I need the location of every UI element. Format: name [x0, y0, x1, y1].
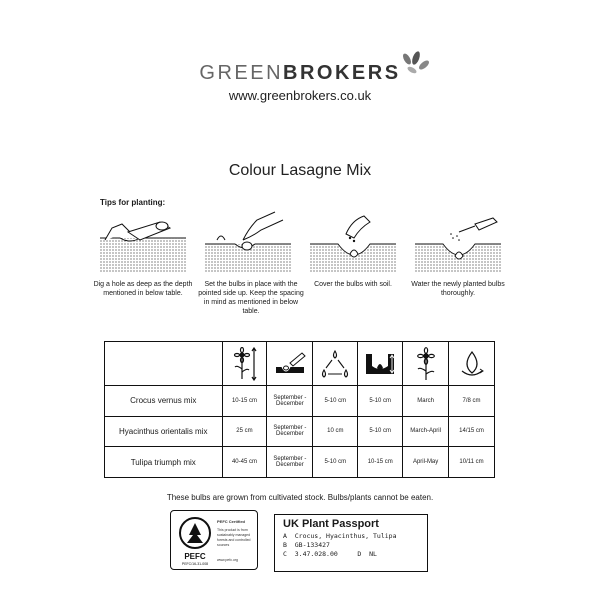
passport-title: UK Plant Passport	[283, 518, 379, 530]
planting-depth-icon	[364, 350, 396, 378]
step-caption-1: Dig a hole as deep as the depth mentioned in below table.	[93, 281, 193, 297]
brand-name-light: GREEN	[199, 62, 284, 84]
brand-logo	[199, 62, 400, 85]
plant-passport	[274, 514, 428, 572]
step-caption-3: Cover the bulbs with soil.	[314, 281, 392, 288]
row-height: 25 cm	[222, 416, 267, 447]
row-ph: 7/8 cm	[449, 386, 495, 417]
row-planting: September - December	[267, 447, 313, 478]
row-planting: September - December	[267, 416, 313, 447]
table-header-row	[105, 342, 495, 386]
table-row	[105, 416, 495, 447]
brand-name-bold: BROKERS	[283, 62, 401, 84]
row-ph: 10/11 cm	[449, 447, 495, 478]
header	[0, 62, 600, 103]
header-ph-cell	[449, 342, 495, 386]
ph-drop-icon	[458, 349, 486, 379]
watering-can-icon	[415, 210, 501, 272]
planting-time-icon	[272, 349, 308, 379]
row-name: Crocus vernus mix	[105, 386, 223, 417]
website-url[interactable]: www.greenbrokers.co.uk	[228, 88, 372, 103]
row-height: 40-45 cm	[222, 447, 267, 478]
row-ph: 14/15 cm	[449, 416, 495, 447]
pefc-logo-text: PEFC	[184, 552, 206, 561]
product-title: Colour Lasagne Mix	[228, 162, 372, 179]
plant-spacing-icon	[318, 348, 352, 380]
leaves-icon	[399, 50, 433, 80]
passport-line-a: A Crocus, Hyacinthus, Tulipa	[283, 532, 397, 540]
tips-label: Tips for planting:	[100, 198, 166, 207]
step-caption-2: Set the bulbs in place with the pointed side up. Keep the spacing in mind as mentioned in below table.	[198, 281, 304, 315]
step-caption-4: Water the newly planted bulbs thoroughly.	[411, 281, 505, 297]
passport-line-b: B GB-133427	[283, 541, 330, 549]
row-depth: 10-15 cm	[358, 447, 403, 478]
row-spacing: 5-10 cm	[313, 447, 358, 478]
pefc-title: PEFC Certified	[217, 519, 246, 524]
pefc-url: www.pefc.org	[217, 558, 239, 562]
table-row	[105, 447, 495, 478]
dig-hole-icon	[100, 210, 186, 272]
row-flowering: March	[403, 386, 449, 417]
row-depth: 5-10 cm	[358, 416, 403, 447]
row-depth: 5-10 cm	[358, 386, 403, 417]
header-flowering-cell	[403, 342, 449, 386]
row-spacing: 10 cm	[313, 416, 358, 447]
pefc-badge	[170, 510, 258, 570]
pefc-logo-icon	[175, 515, 215, 567]
planting-table	[104, 341, 495, 478]
pefc-code: PEFC/16-31-008	[181, 562, 209, 566]
row-flowering: March-April	[403, 416, 449, 447]
plant-height-icon	[231, 347, 257, 381]
row-height: 10-15 cm	[222, 386, 267, 417]
header-height-cell	[222, 342, 267, 386]
row-planting: September - December	[267, 386, 313, 417]
row-name: Tulipa triumph mix	[105, 447, 223, 478]
header-depth-cell	[358, 342, 403, 386]
pefc-desc: This product is from sustainably managed forests and controlled sources	[217, 528, 251, 547]
row-name: Hyacinthus orientalis mix	[105, 416, 223, 447]
table-row	[105, 386, 495, 417]
pefc-text	[217, 519, 257, 563]
footer-note: These bulbs are grown from cultivated stock. Bulbs/plants cannot be eaten.	[166, 493, 434, 502]
row-flowering: April-May	[403, 447, 449, 478]
header-blank-cell	[105, 342, 223, 386]
flowering-time-icon	[414, 347, 438, 381]
header-planting-time-cell	[267, 342, 313, 386]
passport-line-c: C 3.47.028.00 D NL	[283, 550, 377, 558]
row-spacing: 5-10 cm	[313, 386, 358, 417]
header-spacing-cell	[313, 342, 358, 386]
cover-soil-icon	[310, 210, 396, 272]
place-bulb-icon	[205, 210, 291, 272]
